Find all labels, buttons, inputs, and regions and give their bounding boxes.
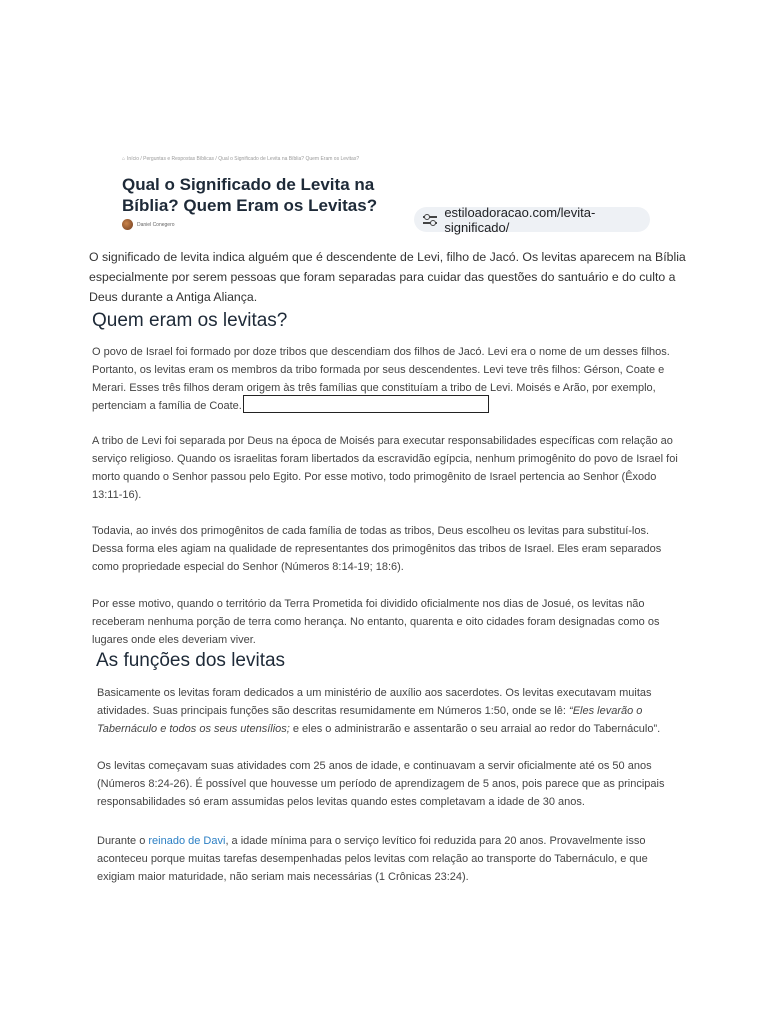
paragraph-text: e eles o administrarão e assentarão o seu arraial ao redor do Tabernáculo”.	[289, 723, 661, 735]
address-bar[interactable]	[414, 204, 650, 235]
empty-input-box[interactable]	[243, 395, 489, 413]
scripture-quote: “Eles levarão o Tabernáculo e todos os seus utensílios;	[97, 705, 643, 735]
section-heading-funcoes: As funções dos levitas	[96, 650, 286, 671]
paragraph: Todavia, ao invés dos primogênitos de cada família de todas as tribos, Deus escolheu os levitas para substituí-los. Dessa forma eles agiam na qualidade de representantes dos primogênitos das tribos de Israel. Eles eram separados como propriedade especial do Senhor (Números 8:14-19; 18:6).	[92, 525, 662, 573]
paragraph: Os levitas começavam suas atividades com 25 anos de idade, e continuavam a servir oficialmente até os 50 anos (Números 8:24-26). É possível que houvesse um período de aprendizagem de 5 anos, pois parece que as principais responsabilidades só eram assumidas pelos levitas quando estes completavam a idade de 30 anos.	[97, 760, 665, 808]
link-reinado-de-davi[interactable]: reinado de Davi	[148, 835, 226, 847]
paragraph-text: , a idade mínima para o serviço levítico foi reduzida para 20 anos. Provavelmente isso aconteceu porque muitas tarefas desempenhadas pelos levitas com relação ao transporte do Tabernáculo, e que exigiam maior maturidade, não seriam mais necessárias (1 Crônicas 23:24).	[97, 835, 648, 883]
author-name[interactable]: Daniel Conegero	[137, 221, 175, 228]
tune-icon[interactable]	[423, 213, 436, 227]
home-icon[interactable]: ⌂	[122, 156, 126, 162]
paragraph	[97, 832, 682, 886]
section-heading-quem-eram: Quem eram os levitas?	[92, 310, 288, 331]
paragraph-text: Basicamente os levitas foram dedicados a um ministério de auxílio aos sacerdotes. Os levitas executavam muitas atividades. Suas principais funções são descritas resumidamente em Números 1:50, onde se lê:	[97, 687, 652, 717]
paragraph: O povo de Israel foi formado por doze tribos que descendiam dos filhos de Jacó. Levi era o nome de um desses filhos. Portanto, os levitas eram os membros da tribo formada por seus descendentes. Levi teve três filhos: Gérson, Coate e Merari. Esses três filhos deram origem às três famílias que constituíam a tribo de Levi. Moisés e Arão, por exemplo, pertenciam a família de Coate.	[92, 346, 670, 412]
author-byline	[122, 219, 175, 230]
url-text[interactable]: estiloadoracao.com/levita-significado/	[444, 204, 596, 235]
avatar	[122, 219, 133, 230]
paragraph: A tribo de Levi foi separada por Deus na época de Moisés para executar responsabilidades específicas com relação ao serviço religioso. Quando os israelitas foram libertados da escravidão egípcia, nenhum primogênito do povo de Israel foi morto quando o Senhor passou pelo Egito. Por esse motivo, todo primogênito de Israel pertencia ao Senhor (Êxodo 13:11-16).	[92, 435, 678, 501]
breadcrumb[interactable]	[122, 156, 359, 162]
page-title: Qual o Significado de Levita na Bíblia? Quem Eram os Levitas?	[122, 175, 378, 215]
paragraph-text: Durante o	[97, 835, 149, 847]
intro-paragraph: O significado de levita indica alguém que é descendente de Levi, filho de Jacó. Os levitas aparecem na Bíblia especialmente por serem pessoas que foram separadas para cuidar das questões do santuário e do culto a Deus durante a Antiga Aliança.	[89, 250, 686, 304]
paragraph	[97, 684, 682, 738]
breadcrumb-text[interactable]: Início / Perguntas e Respostas Bíblicas / Qual o Significado de Levita na Bíblia? Quem Eram os Levitas?	[127, 156, 360, 162]
paragraph: Por esse motivo, quando o território da Terra Prometida foi dividido oficialmente nos dias de Josué, os levitas não receberam nenhuma porção de terra como herança. No entanto, quarenta e oito cidades foram designadas como os lugares onde eles deveriam viver.	[92, 598, 660, 646]
